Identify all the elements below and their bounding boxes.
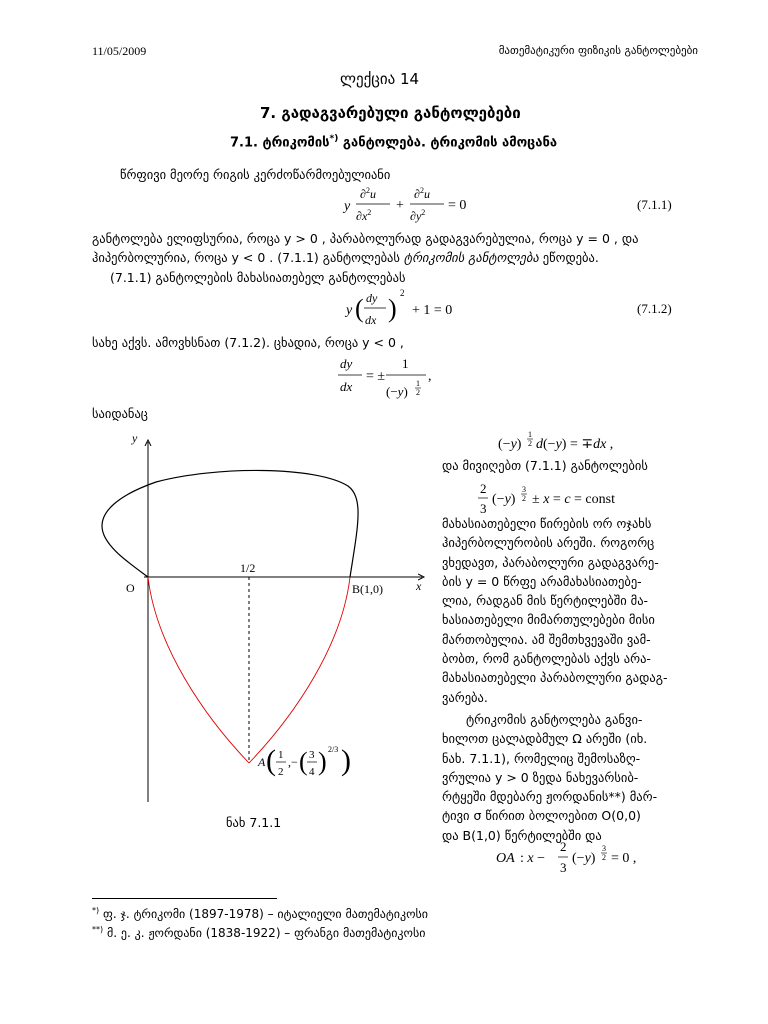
svg-text:dx: dx	[340, 379, 353, 394]
right-line: მართობულია. ამ შემთხვევაში ვამ-	[442, 631, 651, 647]
equation-number-7-1-2: (7.1.2)	[637, 301, 672, 316]
right-line: ვარება.	[442, 689, 488, 705]
lecture-label: ლექცია 14	[340, 70, 420, 88]
paragraph-1-line-1: განტოლება ელიფსურია, როცა y > 0 , პარაბოლურად გადაგვარებულია, როცა y = 0 , და	[92, 231, 639, 246]
svg-text:(−y): (−y)	[492, 492, 516, 507]
right-line: ხასიათებელი მიმართულებები მისი	[442, 612, 655, 628]
equation-dy-dx	[334, 350, 454, 406]
svg-text:∂y2: $\partial y^2$	[410, 208, 426, 223]
characteristic-ab	[249, 577, 350, 763]
svg-text:): )	[318, 747, 327, 776]
right-line: ნახ. 7.1.1), რომელიც შემოსაზღ-	[442, 750, 641, 766]
svg-text:+: +	[396, 198, 404, 213]
svg-text:2: 2	[602, 853, 606, 862]
origin-label: O	[126, 581, 135, 595]
y-axis-label: y	[132, 431, 138, 445]
footnote-1-text: ფ. ჯ. ტრიკომი (1897-1978) – იტალიელი მათემატიკოსი	[102, 907, 428, 921]
svg-text:1: 1	[402, 356, 409, 371]
right-line: მახასიათებელი პარაბოლური გადაგ-	[442, 670, 668, 686]
right-text-1: და მივიღებთ (7.1.1) განტოლების	[442, 458, 648, 473]
section-title-part-a: 7.1. ტრიკომის	[230, 135, 330, 151]
paragraph-1-line-2	[92, 250, 599, 265]
svg-text:(: (	[299, 747, 308, 776]
intro-text: წრფივი მეორე რიგის კერძოწარმოებულიანი	[120, 167, 391, 182]
svg-text:∂2u: ∂$^2$u	[414, 186, 430, 201]
paragraph-1-line-2-b: ეწოდება.	[538, 250, 599, 265]
svg-text:1: 1	[278, 749, 284, 761]
right-line: ლია, რადგან მის წერტილებში მა-	[442, 593, 649, 609]
svg-text:(: (	[355, 294, 364, 323]
footnote-2-mark: **)	[92, 925, 104, 934]
equation-7-1-2	[344, 284, 474, 334]
half-label: 1/2	[240, 561, 256, 575]
svg-text:2/3: 2/3	[328, 745, 339, 754]
svg-text:3: 3	[560, 860, 567, 875]
svg-text:2: 2	[480, 481, 487, 496]
svg-text:(: (	[266, 744, 276, 777]
right-line: ვხედავთ, პარაბოლური გადაგვარე-	[442, 554, 659, 570]
header-course-title: მათემატიკური ფიზიკის განტოლებები	[498, 44, 698, 57]
svg-text:: x −: : x −	[520, 851, 546, 866]
right-line: მახასიათებელი წირების ორ ოჯახს	[442, 516, 652, 531]
svg-text:y: y	[344, 199, 351, 214]
svg-text:3: 3	[480, 501, 487, 516]
svg-text:2: 2	[416, 388, 420, 397]
svg-text:(−y): (−y)	[498, 437, 522, 452]
svg-text:2: 2	[522, 494, 526, 503]
footnote-1-mark: *)	[92, 906, 100, 915]
chapter-title: 7. გადაგვარებული განტოლებები	[260, 104, 521, 122]
sigma-curve	[102, 470, 358, 577]
svg-text:A: A	[258, 755, 266, 769]
right-line: ბობთ, რომ განტოლებას აქვს არა-	[442, 651, 651, 667]
paragraph-3: სახე აქვს. ამოვხსნათ (7.1.2). ცხადია, როცა y < 0 ,	[92, 335, 404, 350]
paragraph-1-line-2-a: ჰიპერბოლურია, როცა y < 0 . (7.1.1) განტოლებას	[92, 250, 404, 265]
svg-text:(−y): (−y)	[386, 384, 408, 399]
svg-text:y: y	[346, 303, 353, 318]
svg-text:= 0 ,: = 0 ,	[611, 851, 637, 866]
svg-text:2: 2	[560, 839, 567, 854]
svg-text:dx: dx	[365, 313, 377, 327]
footnote-2	[92, 925, 425, 940]
svg-text:dy: dy	[366, 291, 378, 305]
equation-number-7-1-1: (7.1.1)	[637, 197, 672, 212]
whence-text: საიდანაც	[92, 406, 148, 421]
section-title	[230, 134, 557, 150]
footnote-2-text: მ. ე. კ. ჟორდანი (1838-1922) – ფრანგი მათემატიკოსი	[106, 926, 426, 940]
footnote-mark: *)	[329, 134, 339, 144]
svg-text:2: 2	[400, 288, 405, 298]
right-line: ბის y = 0 წრფე არამახასიათებე-	[442, 573, 642, 589]
right-column-paragraph-1	[442, 514, 702, 707]
svg-text:d(−y) = ∓dx ,: d(−y) = ∓dx ,	[536, 437, 614, 452]
svg-text:dy: dy	[340, 356, 353, 371]
right-line: ხილოთ ცალადბმულ Ω არეში (იხ.	[442, 731, 648, 747]
paragraph-2: (7.1.1) განტოლების მახასიათებელ განტოლებას	[110, 270, 406, 285]
svg-text:1: 1	[528, 430, 532, 439]
footnote-1	[92, 906, 428, 921]
right-line: რტყეში მდებარე ჟორდანის**) მარ-	[442, 789, 658, 805]
svg-text:3: 3	[522, 485, 526, 494]
footnote-separator	[92, 898, 277, 899]
svg-text:,−: ,−	[288, 755, 298, 769]
x-axis-label: x	[416, 579, 422, 593]
svg-text:): )	[341, 744, 351, 777]
right-column-paragraph-2	[442, 710, 702, 845]
right-line: ტრიკომის განტოლება განვი-	[466, 712, 643, 727]
svg-text:1: 1	[416, 379, 420, 388]
svg-text:3: 3	[309, 749, 315, 761]
equation-differential	[496, 424, 676, 458]
figure-caption: ნახ 7.1.1	[226, 815, 282, 830]
svg-text:= ±: = ±	[366, 369, 386, 384]
right-line: და B(1,0) წერტილებში და	[442, 827, 602, 843]
svg-text:OA: OA	[496, 851, 515, 866]
right-line: ვრულია y > 0 ზედა ნახევარსიბ-	[442, 769, 639, 785]
svg-text:2: 2	[528, 439, 532, 448]
section-title-part-b: განტოლება. ტრიკომის ამოცანა	[342, 135, 558, 151]
svg-text:+ 1 = 0: + 1 = 0	[412, 303, 453, 318]
point-b-label: B(1,0)	[352, 582, 383, 596]
svg-text:∂2u: ∂$^2$u	[360, 186, 376, 201]
svg-text:= 0: = 0	[448, 198, 467, 213]
svg-text:): )	[388, 294, 397, 323]
trikomi-equation-term: ტრიკომის განტოლება	[403, 250, 539, 265]
svg-text:± x = c = const: ± x = c = const	[532, 492, 615, 507]
characteristic-oa	[148, 577, 249, 763]
svg-text:,: ,	[428, 369, 432, 384]
figure-7-1-1	[96, 426, 426, 836]
right-line: ჰიპერბოლურობის არეში. როგორც	[442, 535, 655, 551]
right-line: ტივი σ წირით ბოლოებით O(0,0)	[442, 808, 641, 824]
header-date: 11/05/2009	[92, 44, 147, 58]
point-a-label	[257, 744, 351, 778]
svg-text:4: 4	[309, 766, 315, 778]
svg-text:2: 2	[278, 766, 284, 778]
equation-7-1-1	[340, 182, 480, 228]
equation-oa	[494, 836, 654, 880]
svg-text:3: 3	[602, 844, 606, 853]
svg-text:∂x2: $\partial x^2$	[356, 208, 372, 223]
svg-text:(−y): (−y)	[572, 851, 596, 866]
